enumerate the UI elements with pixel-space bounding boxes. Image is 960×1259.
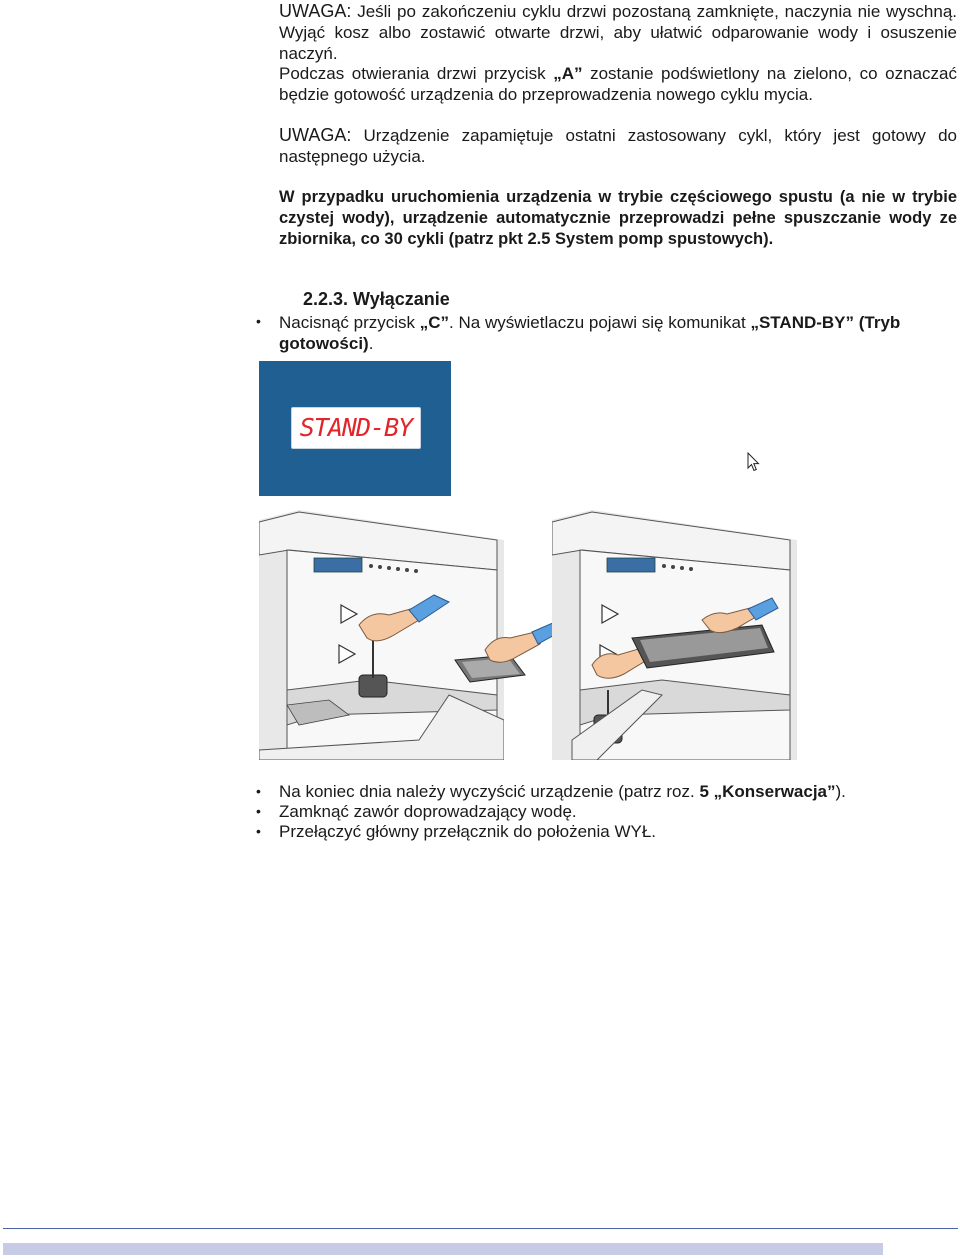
display-text: STAND-BY xyxy=(299,413,413,442)
note-memory-text: Urządzenie zapamiętuje ostatni zastosowany cykl, który jest gotowy do następnego użycia. xyxy=(279,126,957,166)
footer-divider xyxy=(3,1228,958,1229)
note-dry-dishes xyxy=(279,1,957,64)
standby-message-label: „STAND-BY” (Tryb gotowości) xyxy=(279,313,901,353)
press-c-instruction xyxy=(279,312,939,354)
press-c-text-3: . xyxy=(368,334,374,353)
note-dry-text: Jeśli po zakończeniu cyklu drzwi pozostaną zamknięte, naczynia nie wyschną. Wyjąć kosz albo zostawić otwarte drzwi, aby ułatwić odparowanie wody i osuszenie naczyń. xyxy=(279,2,957,63)
footer-bar xyxy=(3,1243,883,1255)
bullet-marker: • xyxy=(256,313,261,329)
clean-text-1: Na koniec dnia należy wyczyścić urządzenie (patrz roz. xyxy=(279,782,700,801)
uwaga-label-2: UWAGA: xyxy=(279,125,352,145)
close-valve-instruction: Zamknąć zawór doprowadzający wodę. xyxy=(279,802,577,821)
button-c-label: „C” xyxy=(419,313,450,332)
drain-cleaning-illustration-right xyxy=(552,510,797,760)
door-open-paragraph xyxy=(279,63,957,105)
note-memory xyxy=(279,125,957,167)
partial-drain-text: W przypadku uruchomienia urządzenia w trybie częściowego spustu (a nie w trybie czystej wody), urządzenie automatycznie przeprowadzi pełne spuszczanie wody ze zbiornika, co 30 cykli (patrz pkt 2.5 System pomp spustowych). xyxy=(279,188,957,248)
bullet-marker: • xyxy=(256,803,261,819)
press-c-text-2: . Na wyświetlaczu pojawi się komunikat xyxy=(449,313,751,332)
cursor-icon xyxy=(747,452,761,472)
filter-hand-illustration xyxy=(450,620,560,690)
button-a-label: „A” xyxy=(553,64,583,83)
press-c-text-1: Nacisnąć przycisk xyxy=(279,313,420,332)
door-open-text-2: zostanie podświetlony na zielono, co oznaczać będzie gotowość urządzenia do przeprowadzenia nowego cyklu mycia. xyxy=(279,64,957,104)
section-heading: 2.2.3. Wyłączanie xyxy=(303,289,450,309)
clean-text-2: ). xyxy=(835,782,846,801)
control-panel-image xyxy=(259,361,451,496)
main-switch-instruction: Przełączyć główny przełącznik do położenia WYŁ. xyxy=(279,822,657,841)
bullet-marker: • xyxy=(256,823,261,839)
standby-display xyxy=(291,407,421,449)
partial-drain-paragraph xyxy=(279,187,957,250)
door-open-text-1: Podczas otwierania drzwi przycisk xyxy=(279,64,554,83)
bullet-marker: • xyxy=(256,783,261,799)
maintenance-ref: 5 „Konserwacja” xyxy=(699,782,836,801)
clean-instruction xyxy=(279,781,846,802)
uwaga-label: UWAGA: xyxy=(279,1,352,21)
